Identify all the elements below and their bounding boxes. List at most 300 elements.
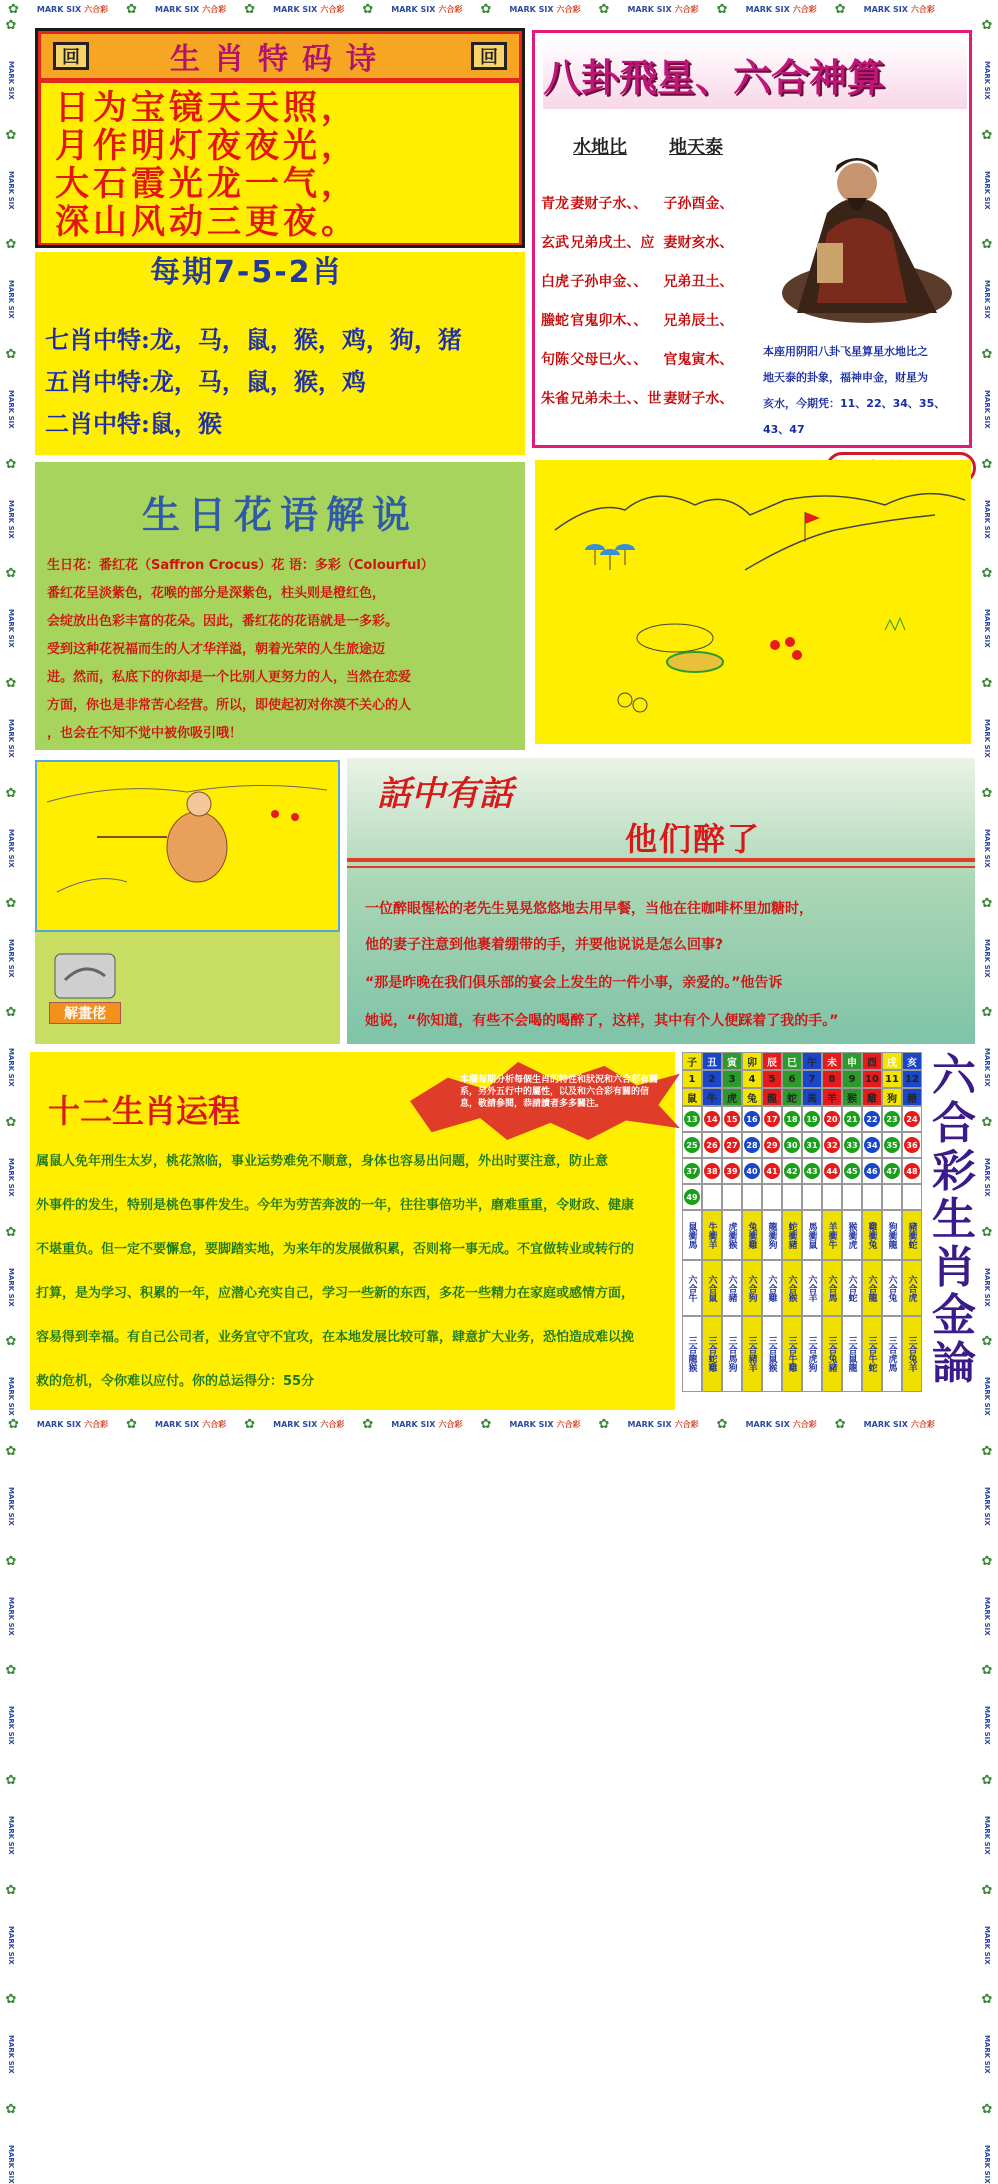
brand-mark: MARK SIX	[983, 719, 991, 758]
number-ball: 36	[904, 1137, 920, 1153]
jiehua-area	[35, 932, 340, 1044]
flower-icon: ✿	[126, 1416, 138, 1432]
zodiac-cell-b: 六合虎	[902, 1260, 922, 1316]
flower-icon: ✿	[981, 1114, 993, 1130]
flower-icon: ✿	[5, 676, 17, 692]
bagua-title: 八卦飛星、六合神算	[543, 39, 967, 109]
zodiac-cell-c: 三合鼠猴	[762, 1316, 782, 1392]
zodiac-number: 8	[822, 1070, 842, 1088]
flower-icon: ✿	[480, 1, 492, 17]
brand-mark: MARK SIX	[7, 61, 15, 100]
star-text: 本欄每期分析每個生肖的特性和狀況和六合彩有關系，另外五行中的屬性，以及和六合彩有關的信息，敬請參閱，恭請讀者多多關注。	[460, 1075, 659, 1109]
poem-box-left-icon: 回	[53, 42, 89, 70]
brand-mark: MARK SIX	[7, 719, 15, 758]
zodiac-cell-c: 三合鼠龍	[842, 1316, 862, 1392]
ball-cell	[842, 1158, 862, 1184]
zodiac-cell-c: 三合龍猴	[682, 1316, 702, 1392]
brand-mark: MARK SIX 六合彩	[509, 1419, 581, 1429]
number-ball: 41	[764, 1163, 780, 1179]
brand-mark: MARK SIX	[983, 170, 991, 210]
brand-mark: MARK SIX	[7, 1486, 15, 1526]
ball-cell	[702, 1106, 722, 1132]
ball-cell	[842, 1132, 862, 1158]
fortune-line: 救的危机，令你难以应付。你的总运得分：55分	[36, 1374, 315, 1389]
flower-icon: ✿	[834, 1416, 846, 1432]
number-ball: 30	[784, 1137, 800, 1153]
brand-mark: MARK SIX 六合彩	[36, 1419, 109, 1429]
poem-header	[41, 34, 519, 78]
flower-icon: ✿	[981, 1224, 993, 1240]
ball-cell	[682, 1106, 702, 1132]
jiehua-badge	[49, 950, 121, 1024]
ball-cell	[842, 1184, 862, 1210]
poem-line: 日为宝镜天天照，	[55, 88, 359, 128]
ball-cell	[722, 1158, 742, 1184]
brand-mark: MARK SIX	[983, 1377, 991, 1416]
brand-mark: MARK SIX 六合彩	[745, 1419, 817, 1429]
ball-cell	[682, 1184, 702, 1210]
number-ball: 48	[904, 1163, 920, 1179]
brand-mark: MARK SIX 六合彩	[391, 4, 463, 14]
talk-line: 一位醉眼惺松的老先生晃晃悠悠地去用早餐，当他在往咖啡杯里加糖时，	[365, 901, 813, 917]
zodiac-branch: 卯	[742, 1052, 762, 1070]
divider	[347, 858, 975, 862]
zodiac-branch: 申	[842, 1052, 862, 1070]
talk-panel	[347, 758, 975, 1044]
ball-cell	[862, 1158, 882, 1184]
ball-cell	[742, 1184, 762, 1210]
flower-icon: ✿	[981, 1773, 993, 1788]
vertical-title	[928, 1052, 980, 1410]
number-ball: 25	[684, 1137, 700, 1153]
brand-cn: 六合彩	[320, 1419, 345, 1429]
brand-mark: MARK SIX	[983, 828, 991, 868]
bagua-row: 句陈 父母巳火、、 官鬼寅木、	[541, 351, 734, 368]
zodiac-animal: 猴	[842, 1088, 862, 1106]
flower-icon: ✿	[362, 1, 374, 17]
ball-cell	[682, 1132, 702, 1158]
zodiac-cell-a: 牛衝羊	[702, 1210, 722, 1260]
title-char: 論	[932, 1338, 976, 1389]
number-ball: 33	[844, 1137, 860, 1153]
zodiac-number: 4	[742, 1070, 762, 1088]
brand-mark: MARK SIX	[983, 938, 991, 978]
ball-cell	[802, 1184, 822, 1210]
flower-icon: ✿	[834, 1, 846, 17]
flower-icon: ✿	[5, 347, 17, 363]
number-ball: 31	[804, 1137, 820, 1153]
flower-icon: ✿	[362, 1416, 374, 1432]
number-ball: 45	[844, 1163, 860, 1179]
flower-icon: ✿	[5, 1773, 17, 1788]
zodiac-animal: 蛇	[782, 1088, 802, 1106]
title-char: 彩	[932, 1146, 976, 1197]
bagua-row: 白虎 子孙申金、、 兄弟丑土、	[541, 273, 734, 290]
brand-cn: 六合彩	[556, 1419, 581, 1429]
talk-line: 他的妻子注意到他裹着绷带的手，并要他说说是怎么回事?	[365, 937, 724, 953]
zodiac-cell-a: 猴衝虎	[842, 1210, 862, 1260]
flower-icon: ✿	[981, 1334, 993, 1350]
poem-title: 生肖特码诗	[170, 42, 390, 77]
talk-line: 她说，“你知道，有些不会喝的喝醉了，这样，其中有个人便踩着了我的手。”	[365, 1013, 839, 1029]
talk-subtitle: 他们醉了	[625, 820, 762, 858]
poem-panel	[35, 28, 525, 248]
zodiac-animal: 虎	[722, 1088, 742, 1106]
ball-cell	[862, 1132, 882, 1158]
divider	[347, 866, 975, 868]
shengxiao-panel	[35, 252, 525, 455]
number-ball: 17	[764, 1111, 780, 1127]
zodiac-number: 5	[762, 1070, 782, 1088]
zodiac-animal: 鼠	[682, 1088, 702, 1106]
ball-cell	[782, 1132, 802, 1158]
bagua-row: 朱雀 兄弟未土、、世 妻财子水、	[541, 390, 734, 407]
flower-icon: ✿	[480, 1416, 492, 1432]
shengxiao-top: 每期7-5-2肖	[150, 255, 344, 290]
flower-icon: ✿	[8, 1, 19, 17]
zodiac-animal: 兔	[742, 1088, 762, 1106]
brand-mark: MARK SIX	[7, 499, 15, 539]
ball-cell	[882, 1158, 902, 1184]
flower-icon: ✿	[5, 895, 17, 911]
ball-cell	[902, 1106, 922, 1132]
brand-mark: MARK SIX	[7, 280, 15, 320]
poem-line: 深山风动三更夜。	[55, 202, 359, 242]
title-char: 金	[932, 1290, 976, 1341]
fortune-panel	[30, 1052, 675, 1410]
zodiac-cell-b: 六合鼠	[702, 1260, 722, 1316]
brand-mark: MARK SIX	[983, 1486, 991, 1526]
fortune-line: 打算，是为学习、积累的一年，应潜心充实自己，学习一些新的东西，多花一些精力在家庭或感情方面，	[36, 1286, 635, 1301]
brand-cn: 六合彩	[202, 4, 227, 14]
flower-icon: ✿	[598, 1, 610, 17]
zodiac-cell-c: 三合兔豬	[822, 1316, 842, 1392]
number-ball: 40	[744, 1163, 760, 1179]
number-ball: 27	[724, 1137, 740, 1153]
brand-mark: MARK SIX	[983, 1267, 991, 1307]
zodiac-cell-a: 豬衝蛇	[902, 1210, 922, 1260]
number-ball: 24	[904, 1111, 920, 1127]
number-ball: 19	[804, 1111, 820, 1127]
ball-cell	[742, 1158, 762, 1184]
flower-icon: ✿	[981, 1992, 993, 2008]
flower-icon: ✿	[981, 18, 993, 33]
ball-cell	[862, 1106, 882, 1132]
zodiac-branch: 辰	[762, 1052, 782, 1070]
title-char: 肖	[932, 1242, 976, 1293]
ball-cell	[742, 1132, 762, 1158]
number-ball: 29	[764, 1137, 780, 1153]
ball-cell	[822, 1106, 842, 1132]
brand-mark: MARK SIX	[983, 2145, 991, 2184]
number-ball: 35	[884, 1137, 900, 1153]
zodiac-cell-c: 三合豬羊	[742, 1316, 762, 1392]
ball-cell	[702, 1158, 722, 1184]
flower-icon: ✿	[244, 1, 256, 17]
bagua-panel	[532, 30, 972, 448]
brand-cn: 六合彩	[792, 4, 817, 14]
title-char: 合	[932, 1098, 976, 1149]
brand-cn: 六合彩	[438, 1419, 463, 1429]
zodiac-cell-a: 雞衝兔	[862, 1210, 882, 1260]
ball-cell	[902, 1158, 922, 1184]
zodiac-cell-c: 三合馬狗	[722, 1316, 742, 1392]
brand-mark: MARK SIX 六合彩	[273, 1419, 345, 1429]
zodiac-cell-c: 三合蛇雞	[702, 1316, 722, 1392]
number-ball: 13	[684, 1111, 700, 1127]
zodiac-cell-a: 馬衝鼠	[802, 1210, 822, 1260]
five-zodiac-line: 五肖中特:龙，马，鼠，猴，鸡	[45, 367, 366, 396]
seven-zodiac-line: 七肖中特:龙，马，鼠，猴，鸡，狗，猪	[45, 325, 462, 354]
brand-mark: MARK SIX	[7, 828, 15, 868]
ball-cell	[882, 1132, 902, 1158]
zodiac-cell-a: 羊衝牛	[822, 1210, 842, 1260]
brand-mark: MARK SIX 六合彩	[155, 1419, 227, 1429]
flower-panel	[35, 462, 525, 750]
flower-icon: ✿	[8, 1416, 19, 1432]
zodiac-animal: 牛	[702, 1088, 722, 1106]
ball-cell	[722, 1106, 742, 1132]
flower-line: 生日花：番红花（Saffron Crocus）花 语：多彩（Colourful）	[47, 558, 434, 573]
zodiac-branch: 巳	[782, 1052, 802, 1070]
poem-line: 大石霞光龙一气，	[55, 164, 359, 204]
number-ball: 34	[864, 1137, 880, 1153]
brand-mark: MARK SIX 六合彩	[863, 1419, 935, 1429]
poem-box-right-icon: 回	[471, 42, 507, 70]
zodiac-branch: 亥	[902, 1052, 922, 1070]
zodiac-cell-c: 三合虎馬	[882, 1316, 902, 1392]
flower-icon: ✿	[981, 566, 993, 582]
ball-cell	[822, 1132, 842, 1158]
zodiac-cell-c: 三合虎狗	[802, 1316, 822, 1392]
brand-mark: MARK SIX	[7, 1048, 15, 1087]
landscape-sketch-image	[535, 460, 971, 744]
brand-mark: MARK SIX 六合彩	[36, 4, 109, 14]
zodiac-cell-a: 龍衝狗	[762, 1210, 782, 1260]
brand-cn: 六合彩	[792, 1419, 817, 1429]
flower-icon: ✿	[5, 1882, 17, 1898]
zodiac-animal: 羊	[822, 1088, 842, 1106]
flower-line: 番红花呈淡紫色，花喉的部分是深紫色，柱头则是橙红色，	[47, 586, 386, 601]
zodiac-cell-c: 三合牛蛇	[862, 1316, 882, 1392]
zodiac-cell-c: 三合牛雞	[782, 1316, 802, 1392]
brand-mark: MARK SIX	[983, 1157, 991, 1197]
landscape-drawing	[535, 460, 971, 744]
ball-cell	[802, 1132, 822, 1158]
brand-mark: MARK SIX 六合彩	[745, 4, 817, 14]
brand-mark: MARK SIX 六合彩	[155, 4, 227, 14]
zodiac-number: 1	[682, 1070, 702, 1088]
fortune-line: 不堪重负。但一定不要懈怠，要脚踏实地，为来年的发展做积累，否则将一事无成。不宜做转业或转行的	[36, 1242, 635, 1257]
zodiac-cell-a: 虎衝猴	[722, 1210, 742, 1260]
number-ball: 22	[864, 1111, 880, 1127]
zodiac-number: 2	[702, 1070, 722, 1088]
zodiac-cell-a: 狗衝龍	[882, 1210, 902, 1260]
flower-icon: ✿	[126, 1, 138, 17]
ball-cell	[902, 1132, 922, 1158]
zodiac-branch: 寅	[722, 1052, 742, 1070]
flower-icon: ✿	[981, 1443, 993, 1459]
ball-cell	[702, 1184, 722, 1210]
talk-line: “那是昨晚在我们俱乐部的宴会上发生的一件小事，亲爱的。”他告诉	[365, 975, 783, 991]
ball-cell	[782, 1106, 802, 1132]
ball-cell	[862, 1184, 882, 1210]
zodiac-grid	[682, 1052, 922, 1392]
zodiac-table	[680, 1052, 926, 1402]
ball-cell	[902, 1184, 922, 1210]
zodiac-cell-b: 六合羊	[802, 1260, 822, 1316]
ball-cell	[762, 1132, 782, 1158]
flower-icon: ✿	[5, 566, 17, 582]
brand-mark: MARK SIX	[983, 1048, 991, 1087]
brand-mark: MARK SIX	[983, 1925, 991, 1965]
flower-line: 受到这种花祝福而生的人才华洋溢，朝着光荣的人生旅途迈	[47, 642, 386, 657]
flower-icon: ✿	[981, 1663, 993, 1679]
ball-cell	[762, 1106, 782, 1132]
number-ball: 26	[704, 1137, 720, 1153]
zodiac-cell-b: 六合蛇	[842, 1260, 862, 1316]
zodiac-number: 7	[802, 1070, 822, 1088]
flower-icon: ✿	[5, 127, 17, 143]
ball-cell	[742, 1106, 762, 1132]
brand-cn: 六合彩	[84, 4, 109, 14]
brand-mark: MARK SIX 六合彩	[627, 1419, 699, 1429]
zodiac-cell-a: 兔衝雞	[742, 1210, 762, 1260]
title-char: 生	[932, 1194, 976, 1245]
ball-cell	[762, 1184, 782, 1210]
zodiac-cell-a: 鼠衝馬	[682, 1210, 702, 1260]
zodiac-cell-b: 六合牛	[682, 1260, 702, 1316]
number-ball: 15	[724, 1111, 740, 1127]
zodiac-cell-b: 六合馬	[822, 1260, 842, 1316]
brand-mark: MARK SIX	[7, 1706, 15, 1745]
zodiac-branch: 酉	[862, 1052, 882, 1070]
flower-icon: ✿	[5, 2102, 17, 2118]
number-ball: 47	[884, 1163, 900, 1179]
number-ball: 18	[784, 1111, 800, 1127]
number-ball: 16	[744, 1111, 760, 1127]
flower-icon: ✿	[5, 18, 17, 33]
brand-cn: 六合彩	[438, 4, 463, 14]
ball-cell	[782, 1158, 802, 1184]
bagua-col2: 地天泰	[669, 137, 723, 158]
brand-mark: MARK SIX	[7, 938, 15, 978]
flower-icon: ✿	[5, 785, 17, 801]
number-ball: 37	[684, 1163, 700, 1179]
zodiac-cell-b: 六合兔	[882, 1260, 902, 1316]
brand-mark: MARK SIX 六合彩	[273, 4, 345, 14]
zodiac-animal: 豬	[902, 1088, 922, 1106]
flower-icon: ✿	[598, 1416, 610, 1432]
brand-cn: 六合彩	[910, 4, 935, 14]
fortune-line: 容易得到幸福。有自己公司者，业务宜守不宜攻，在本地发展比较可靠，肆意扩大业务，恐怕造成难以挽	[36, 1330, 635, 1345]
ball-cell	[682, 1158, 702, 1184]
poem-body	[41, 83, 519, 243]
title-char: 六	[932, 1050, 976, 1101]
bagua-rows	[541, 183, 771, 417]
flower-line: 方面，你也是非常苦心经营。所以，即使起初对你漠不关心的人	[47, 698, 412, 713]
flower-line: ，也会在不知不觉中被你吸引哦！	[47, 726, 243, 741]
fortune-title: 十二生肖运程	[48, 1092, 241, 1130]
flower-icon: ✿	[5, 1663, 17, 1679]
number-ball: 49	[684, 1189, 700, 1205]
brand-mark: MARK SIX	[983, 1706, 991, 1745]
brand-mark: MARK SIX	[7, 1377, 15, 1416]
flower-icon: ✿	[5, 1114, 17, 1130]
brand-mark: MARK SIX	[983, 609, 991, 649]
brand-cn: 六合彩	[910, 1419, 935, 1429]
brand-mark: MARK SIX	[7, 170, 15, 210]
flower-icon: ✿	[981, 347, 993, 363]
ball-cell	[722, 1132, 742, 1158]
flower-icon: ✿	[5, 1005, 17, 1021]
flower-icon: ✿	[981, 127, 993, 143]
number-ball: 32	[824, 1137, 840, 1153]
brand-mark: MARK SIX	[7, 609, 15, 649]
brand-cn: 六合彩	[556, 4, 581, 14]
jiehua-label: 解畫佬	[49, 1002, 121, 1024]
border-left	[0, 18, 22, 2184]
brand-mark: MARK SIX	[7, 1816, 15, 1855]
number-ball: 46	[864, 1163, 880, 1179]
brand-cn: 六合彩	[84, 1419, 109, 1429]
zodiac-cell-a: 蛇衝豬	[782, 1210, 802, 1260]
brand-mark: MARK SIX 六合彩	[627, 4, 699, 14]
brand-mark: MARK SIX	[983, 1596, 991, 1636]
number-ball: 43	[804, 1163, 820, 1179]
zodiac-branch: 戌	[882, 1052, 902, 1070]
brand-cn: 六合彩	[674, 4, 699, 14]
archer-drawing	[35, 760, 340, 932]
number-ball: 28	[744, 1137, 760, 1153]
flower-icon: ✿	[981, 895, 993, 911]
brand-mark: MARK SIX	[7, 1157, 15, 1197]
zodiac-branch: 午	[802, 1052, 822, 1070]
flower-icon: ✿	[716, 1, 728, 17]
ball-cell	[842, 1106, 862, 1132]
brand-mark: MARK SIX	[983, 1816, 991, 1855]
flower-line: 会绽放出色彩丰富的花朵。因此，番红花的花语就是一多彩。	[47, 614, 399, 629]
zodiac-animal: 龍	[762, 1088, 782, 1106]
zodiac-number: 3	[722, 1070, 742, 1088]
ball-cell	[822, 1158, 842, 1184]
brand-mark: MARK SIX	[983, 390, 991, 429]
number-ball: 38	[704, 1163, 720, 1179]
flower-icon: ✿	[5, 1443, 17, 1459]
bagua-row: 青龙 妻财子水、、 子孙酉金、	[541, 195, 734, 212]
brand-mark: MARK SIX	[7, 1925, 15, 1965]
brand-mark: MARK SIX	[7, 2145, 15, 2184]
flower-icon: ✿	[981, 1005, 993, 1021]
brand-mark: MARK SIX	[983, 61, 991, 100]
brand-mark: MARK SIX	[7, 2035, 15, 2075]
brand-mark: MARK SIX 六合彩	[509, 4, 581, 14]
number-ball: 23	[884, 1111, 900, 1127]
zodiac-cell-b: 六合雞	[762, 1260, 782, 1316]
bagua-note: 本座用阴阳八卦飞星算星水地比之 地天泰的卦象，福神申金，财星为 亥水，今期凭：11、22、34、35、 43、47	[763, 345, 946, 436]
flower-icon: ✿	[981, 1882, 993, 1898]
zodiac-number: 12	[902, 1070, 922, 1088]
ball-cell	[782, 1184, 802, 1210]
number-ball: 14	[704, 1111, 720, 1127]
two-zodiac-line: 二肖中特:鼠，猴	[45, 409, 222, 438]
brand-mark: MARK SIX	[983, 2035, 991, 2075]
brand-mark: MARK SIX	[983, 499, 991, 539]
zodiac-branch: 丑	[702, 1052, 722, 1070]
brand-mark: MARK SIX	[7, 1596, 15, 1636]
border-top	[0, 0, 998, 18]
bagua-col1: 水地比	[573, 137, 627, 158]
